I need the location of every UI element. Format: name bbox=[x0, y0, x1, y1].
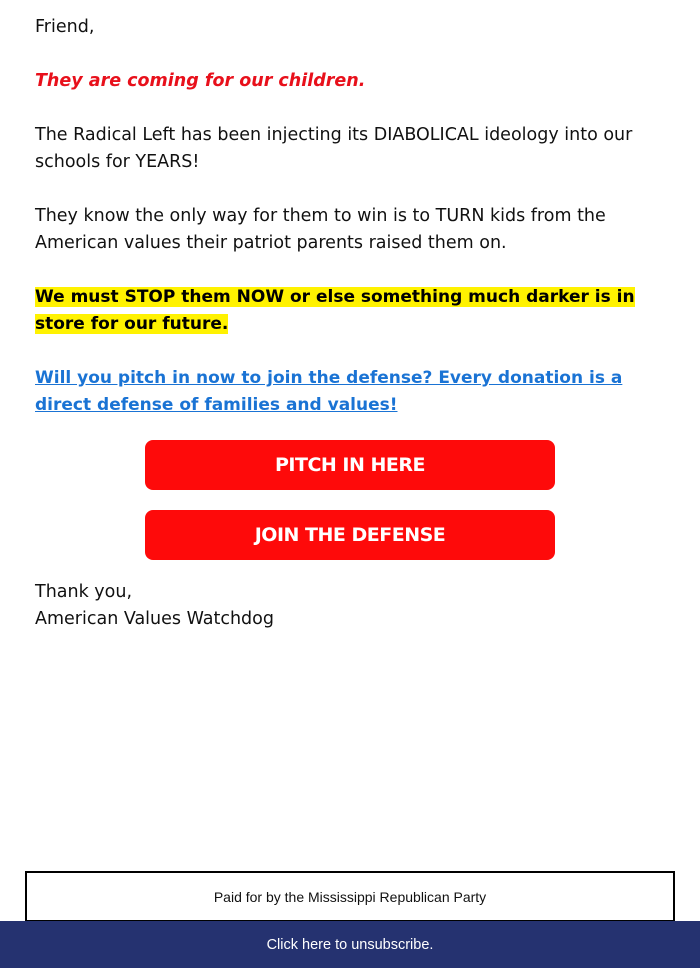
signoff-sender: American Values Watchdog bbox=[35, 609, 274, 629]
donation-link[interactable]: Will you pitch in now to join the defense? Every donation is a direct defense of families and values! bbox=[35, 368, 623, 415]
pitch-in-button-label: PITCH IN HERE bbox=[275, 454, 425, 476]
paragraph-diabolical: The Radical Left has been injecting its DIABOLICAL ideology into our schools for YEARS! bbox=[35, 125, 633, 172]
join-defense-button-label: JOIN THE DEFENSE bbox=[254, 524, 446, 546]
email-body bbox=[35, 14, 675, 446]
signoff bbox=[35, 579, 274, 633]
paid-for-text: Paid for by the Mississippi Republican Party bbox=[213, 888, 487, 905]
pitch-in-button[interactable] bbox=[145, 440, 555, 490]
headline-text: They are coming for our children. bbox=[35, 71, 366, 91]
ask-paragraph bbox=[35, 365, 675, 419]
paid-for-disclaimer bbox=[25, 871, 675, 922]
highlight-paragraph bbox=[35, 284, 675, 338]
paragraph-turn-kids: They know the only way for them to win is to TURN kids from the American values their patriot parents raised them on. bbox=[35, 206, 606, 253]
signoff-thanks: Thank you, bbox=[35, 582, 133, 602]
headline bbox=[35, 68, 675, 95]
unsubscribe-link[interactable]: Click here to unsubscribe. bbox=[266, 936, 434, 953]
greeting: Friend, bbox=[35, 17, 95, 37]
footer-bar bbox=[0, 921, 700, 968]
join-defense-button[interactable] bbox=[145, 510, 555, 560]
highlight-text: We must STOP them NOW or else something much darker is in store for our future. bbox=[35, 287, 635, 334]
